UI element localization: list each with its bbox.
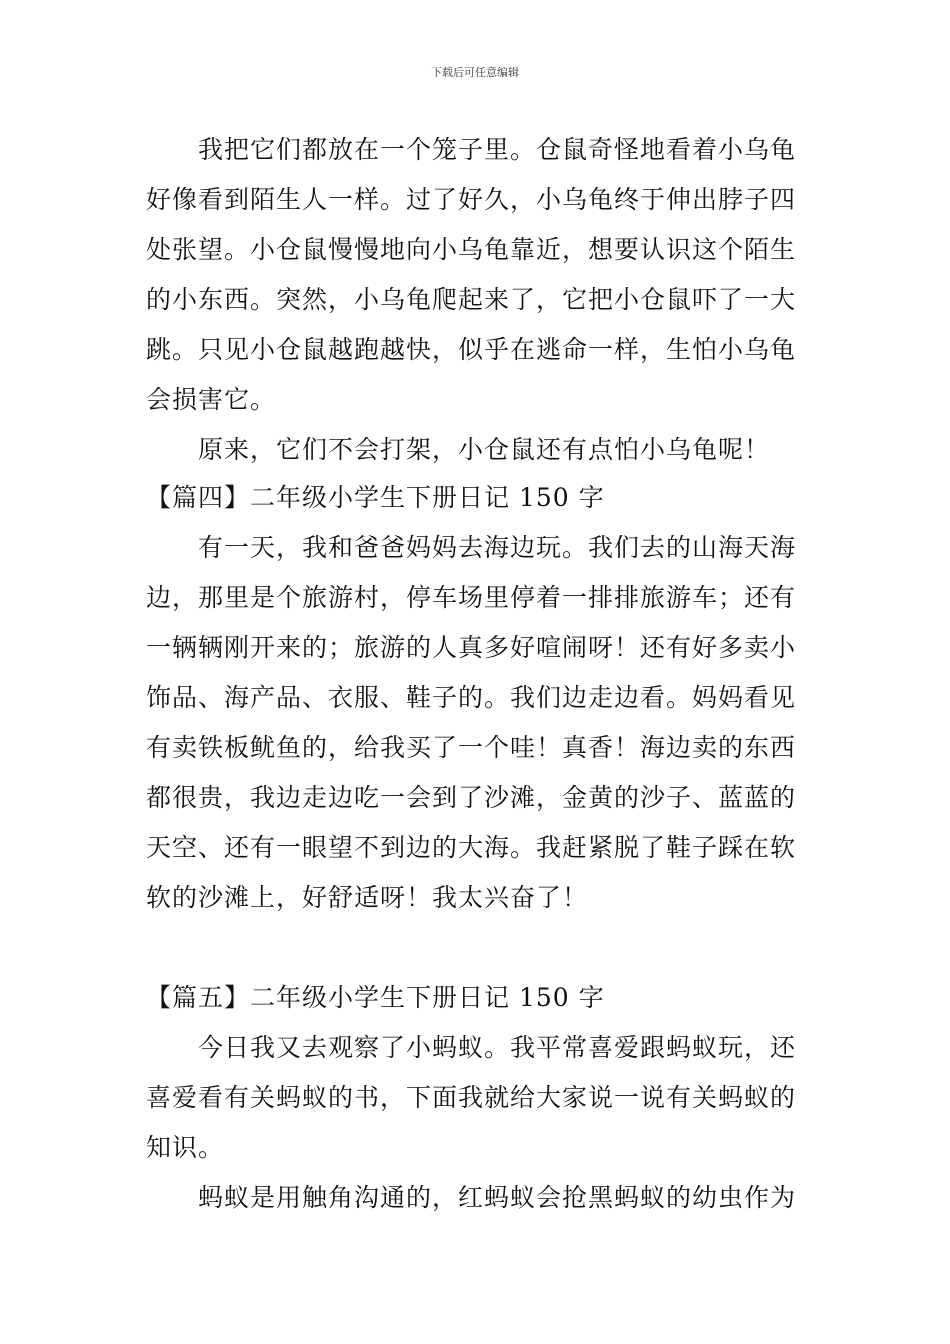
text-line: 都很贵，我边走边吃一会到了沙滩，金黄的沙子、蓝蓝的: [146, 783, 797, 812]
text-line: 知识。: [146, 1133, 225, 1162]
section-heading: 【篇五】二年级小学生下册日记 150 字: [146, 983, 605, 1012]
text-line: 会损害它。: [146, 385, 277, 414]
text-line: 的小东西。突然，小乌龟爬起来了，它把小仓鼠吓了一大: [146, 285, 797, 314]
text-line: 边，那里是个旅游村，停车场里停着一排排旅游车；还有: [146, 583, 797, 612]
text-line: 今日我又去观察了小蚂蚁。我平常喜爱跟蚂蚁玩，还: [146, 1033, 797, 1062]
text-line: 一辆辆刚开来的；旅游的人真多好喧闹呀！还有好多卖小: [146, 633, 797, 662]
text-line: 我把它们都放在一个笼子里。仓鼠奇怪地看着小乌龟: [146, 135, 797, 164]
text-line: 软的沙滩上，好舒适呀！我太兴奋了！: [146, 883, 589, 912]
text-line: 好像看到陌生人一样。过了好久，小乌龟终于伸出脖子四: [146, 185, 797, 214]
text-line: 蚂蚁是用触角沟通的，红蚂蚁会抢黑蚂蚁的幼虫作为: [146, 1183, 797, 1212]
page-header: 下载后可任意编辑: [431, 66, 519, 79]
text-line: 跳。只见小仓鼠越跑越快，似乎在逃命一样，生怕小乌龟: [146, 335, 797, 364]
text-line: 原来，它们不会打架，小仓鼠还有点怕小乌龟呢！: [146, 435, 771, 464]
text-line: 有一天，我和爸爸妈妈去海边玩。我们去的山海天海: [146, 533, 797, 562]
section-heading: 【篇四】二年级小学生下册日记 150 字: [146, 483, 605, 512]
text-line: 喜爱看有关蚂蚁的书，下面我就给大家说一说有关蚂蚁的: [146, 1083, 797, 1112]
text-line: 有卖铁板鱿鱼的，给我买了一个哇！真香！海边卖的东西: [146, 733, 797, 762]
text-line: 饰品、海产品、衣服、鞋子的。我们边走边看。妈妈看见: [146, 683, 797, 712]
text-line: 处张望。小仓鼠慢慢地向小乌龟靠近，想要认识这个陌生: [146, 235, 797, 264]
text-line: 天空、还有一眼望不到边的大海。我赶紧脱了鞋子踩在软: [146, 833, 797, 862]
